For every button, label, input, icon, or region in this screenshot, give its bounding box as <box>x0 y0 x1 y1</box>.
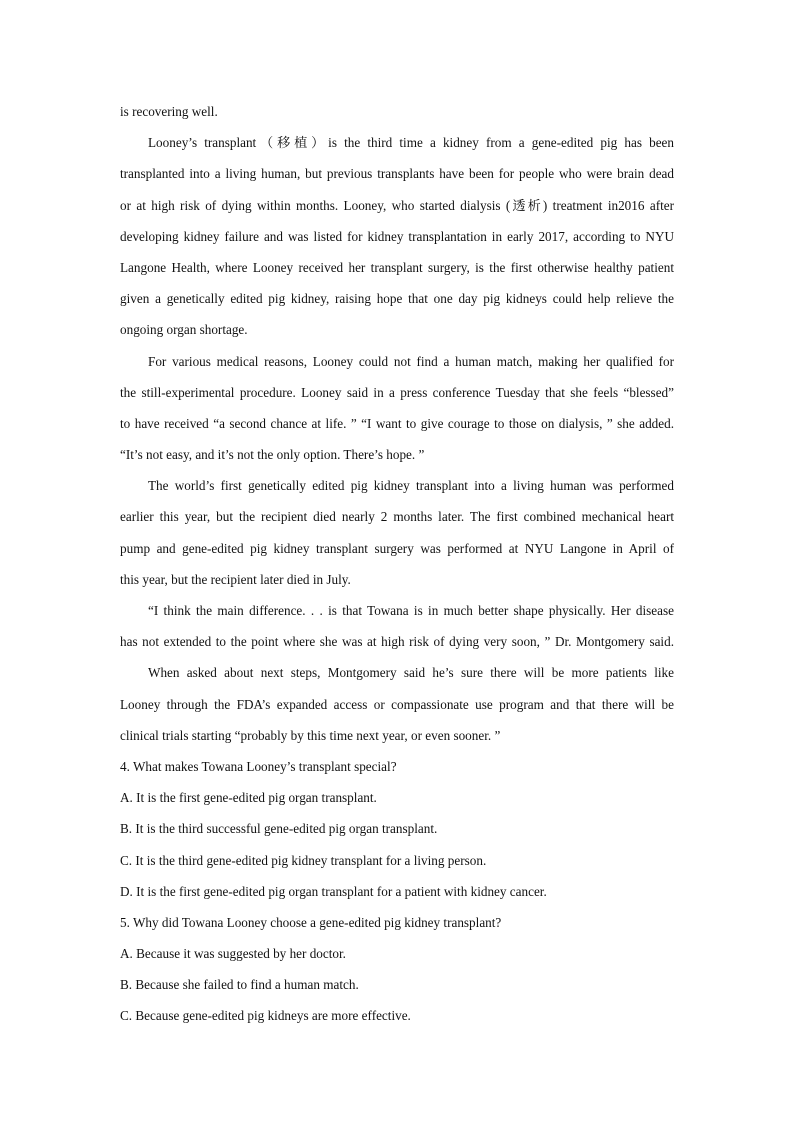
passage-line: is recovering well. <box>120 104 218 119</box>
passage-line: ongoing organ shortage. <box>120 322 248 338</box>
passage-text <box>120 96 674 751</box>
passage-line: clinical trials starting “probably by this time next year, or even sooner. ” <box>120 727 501 743</box>
passage-line: Looney’s transplant（移植）is the third time a kidney from a gene-edited pig has been <box>148 135 674 151</box>
passage-line: developing kidney failure and was listed for kidney transplantation in early 2017, according to NYU <box>120 228 674 244</box>
question-stem: 5. Why did Towana Looney choose a gene-edited pig kidney transplant? <box>120 914 502 930</box>
article-body <box>120 96 674 1032</box>
passage-line: For various medical reasons, Looney could not find a human match, making her qualified for <box>148 353 674 369</box>
answer-option: B. Because she failed to find a human match. <box>120 977 359 993</box>
passage-line: Langone Health, where Looney received her transplant surgery, is the first otherwise healthy patient <box>120 259 674 275</box>
passage-line: transplanted into a living human, but previous transplants have been for people who were brain dead <box>120 166 674 182</box>
passage-line: this year, but the recipient later died in July. <box>120 571 351 587</box>
passage-line: “I think the main difference. . . is that Towana is in much better shape physically. Her disease <box>148 603 674 618</box>
answer-option: B. It is the third successful gene-edited pig organ transplant. <box>120 821 438 837</box>
passage-line: “It’s not easy, and it’s not the only option. There’s hope. ” <box>120 447 425 463</box>
answer-option: C. Because gene-edited pig kidneys are more effective. <box>120 1008 411 1024</box>
answer-option: C. It is the third gene-edited pig kidney transplant for a living person. <box>120 852 487 868</box>
passage-line: The world’s first genetically edited pig kidney transplant into a living human was performed <box>148 478 674 494</box>
passage-line: has not extended to the point where she was at high risk of dying very soon, ” Dr. Montgomery said. <box>120 634 674 650</box>
question-list <box>120 751 674 1032</box>
passage-line: given a genetically edited pig kidney, raising hope that one day pig kidneys could help relieve the <box>120 291 674 307</box>
answer-option: A. It is the first gene-edited pig organ transplant. <box>120 790 377 806</box>
answer-option: A. Because it was suggested by her doctor. <box>120 946 346 962</box>
question-stem: 4. What makes Towana Looney’s transplant special? <box>120 758 397 774</box>
passage-line: Looney through the FDA’s expanded access or compassionate use program and that there will be <box>120 696 674 712</box>
answer-option: D. It is the first gene-edited pig organ transplant for a patient with kidney cancer. <box>120 883 547 899</box>
passage-line: earlier this year, but the recipient died nearly 2 months later. The first combined mechanical heart <box>120 509 674 525</box>
passage-line: When asked about next steps, Montgomery said he’s sure there will be more patients like <box>148 665 674 681</box>
passage-line: pump and gene-edited pig kidney transplant surgery was performed at NYU Langone in April of <box>120 540 674 556</box>
passage-line: to have received “a second chance at life. ” “I want to give courage to those on dialysis, ” she added. <box>120 415 674 431</box>
passage-line: or at high risk of dying within months. Looney, who started dialysis (透析) treatment in2016 after <box>120 197 674 213</box>
passage-line: the still-experimental procedure. Looney said in a press conference Tuesday that she feels “blessed” <box>120 384 674 400</box>
